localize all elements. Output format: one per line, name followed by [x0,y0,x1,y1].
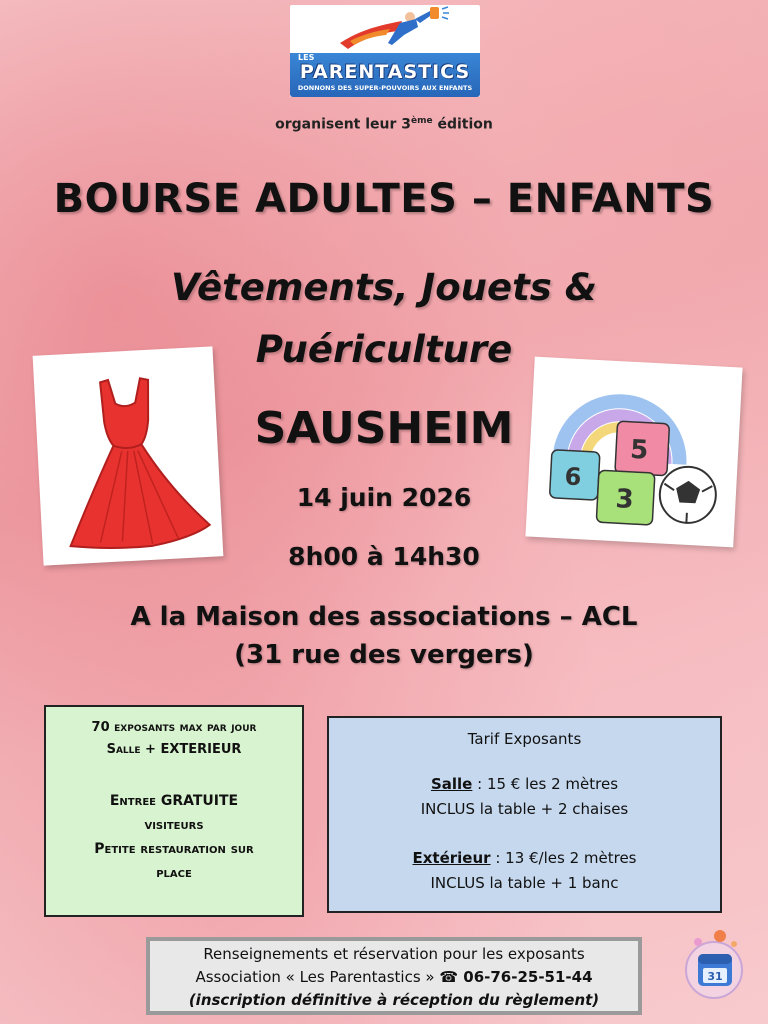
venue-name: A la Maison des associations – ACL [130,602,638,632]
logo-tagline: DONNONS DES SUPER-POUVOIRS AUX ENFANTS [297,84,473,92]
outdoor-price: Extérieur : 13 €/les 2 mètres [412,849,637,867]
contact-box [146,937,642,1015]
registration-note: (inscription définitive à réception du règlement) [188,991,600,1009]
svg-text:3: 3 [614,484,635,516]
space-types: Salle + EXTERIEUR [106,742,242,757]
dress-image [33,346,224,565]
superhero-mascot-icon [290,5,480,55]
exhibitor-pricing-box [327,716,722,913]
logo-les: LES [298,53,315,62]
outdoor-included: INCLUS la table + 1 banc [430,874,619,892]
catering-line-2: place [156,865,192,881]
subtitle-line-1: Vêtements, Jouets & [171,266,597,309]
contact-title: Renseignements et réservation pour les exposants [203,945,585,963]
visitor-info-box [44,705,304,917]
intro-suffix: édition [432,116,493,133]
entry-free: Entree GRATUITE [109,793,239,809]
red-dress-icon [33,346,224,565]
subtitle-line-2: Puériculture [255,328,513,371]
visitors-label: visiteurs [144,817,204,833]
phone-icon: ☎ [439,968,459,986]
logo-wordmark: PARENTASTICS [299,61,471,83]
event-city: SAUSHEIM [254,403,514,454]
event-date: 14 juin 2026 [296,483,472,512]
contact-association: Association « Les Parentastics » ☎ 06-76-25-51-44 [195,968,593,986]
svg-text:5: 5 [629,434,649,466]
event-hours: 8h00 à 14h30 [288,542,480,571]
calendar-icon[interactable] [684,930,748,1000]
exhibitor-capacity: 70 exposants max par jour [91,720,257,735]
pricing-title: Tarif Exposants [467,730,582,748]
intro-prefix: organisent leur 3 [275,116,412,133]
intro-sup: ème [411,116,433,126]
catering-line-1: Petite restauration sur [94,841,254,857]
indoor-price: Salle : 15 € les 2 mètres [430,775,619,793]
venue-address: (31 rue des vergers) [234,640,534,670]
indoor-included: INCLUS la table + 2 chaises [420,800,629,818]
intro-text [0,116,768,133]
event-headline: BOURSE ADULTES – ENFANTS [53,176,715,222]
event-venue [0,598,768,674]
svg-text:6: 6 [563,462,583,492]
calendar-day: 31 [707,970,723,983]
phone-number[interactable]: 06-76-25-51-44 [458,968,593,986]
parentastics-logo [290,5,480,97]
